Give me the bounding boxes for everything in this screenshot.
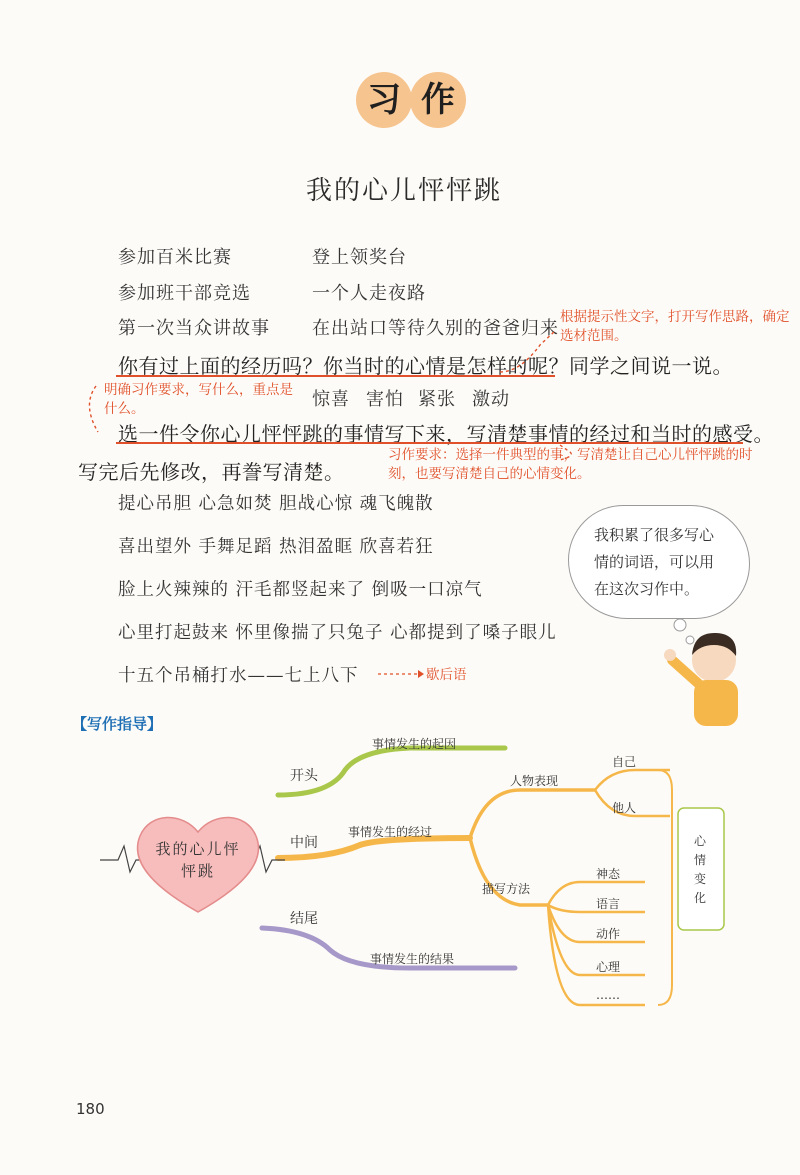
hint-right-arrow bbox=[500, 330, 556, 372]
mindmap-char-perf: 人物表现 bbox=[510, 774, 559, 788]
mindmap-end-desc: 事情发生的结果 bbox=[370, 952, 455, 966]
mindmap-end: 结尾 bbox=[290, 911, 318, 927]
vocab-row: 喜出望外 手舞足蹈 热泪盈眶 欣喜若狂 bbox=[118, 537, 434, 557]
revise-line: 写完后先修改，再誊写清楚。 bbox=[78, 460, 345, 484]
branch-perf bbox=[470, 790, 595, 838]
mindmap-method-item: 神态 bbox=[596, 867, 621, 881]
mindmap-methods: 描写方法 bbox=[482, 882, 531, 896]
hint-left-bracket bbox=[89, 386, 98, 432]
emotion-word: 惊喜 bbox=[312, 389, 350, 410]
xiehouyu-arrowhead bbox=[418, 670, 424, 678]
mindmap-center: 我的心儿怦怦跳 bbox=[155, 840, 241, 880]
vocab-row: 十五个吊桶打水——七上八下 bbox=[118, 666, 359, 686]
annotation-hint-right: 根据提示性文字，打开写作思路，确定选材范围。 bbox=[560, 309, 790, 344]
vocab-row: 提心吊胆 心急如焚 胆战心惊 魂飞魄散 bbox=[118, 494, 434, 514]
requirement-arrow bbox=[560, 445, 571, 460]
task-line: 选一件令你心儿怦怦跳的事情写下来，写清楚事情的经过和当时的感受。 bbox=[118, 422, 774, 446]
title-badge-zuo: 作 bbox=[410, 72, 466, 128]
mindmap-middle-desc: 事情发生的经过 bbox=[348, 825, 433, 839]
vocab-row: 心里打起鼓来 怀里像揣了只兔子 心都提到了嗓子眼儿 bbox=[118, 623, 557, 643]
pair-right-2: 一个人走夜路 bbox=[312, 283, 426, 304]
mood-bracket bbox=[658, 770, 672, 1005]
mindmap-method-item: …… bbox=[596, 988, 620, 1002]
mindmap-start-desc: 事情发生的起因 bbox=[372, 737, 457, 751]
boy-illustration bbox=[664, 633, 738, 726]
branch-self bbox=[595, 770, 670, 790]
pair-left-3: 第一次当众讲故事 bbox=[118, 318, 270, 339]
mindmap-method-item: 动作 bbox=[596, 927, 621, 941]
mindmap-method-item: 心理 bbox=[596, 960, 621, 974]
emotion-word: 害怕 bbox=[366, 389, 404, 410]
mindmap-others: 他人 bbox=[612, 801, 637, 815]
mindmap-mood-change: 心情变化 bbox=[694, 834, 707, 905]
page-title: 我的心儿怦怦跳 bbox=[306, 176, 503, 206]
annotation-xiehouyu: 歇后语 bbox=[426, 667, 467, 683]
emotion-word: 激动 bbox=[472, 389, 510, 410]
bubble-tail bbox=[686, 636, 694, 644]
mindmap-method-item: 语言 bbox=[596, 897, 621, 911]
vocab-row: 脸上火辣辣的 汗毛都竖起来了 倒吸一口凉气 bbox=[118, 580, 483, 600]
mindmap-start: 开头 bbox=[290, 768, 318, 784]
mindmap-self: 自己 bbox=[612, 755, 637, 769]
annotation-requirement: 习作要求：选择一件典型的事，写清楚让自己心儿怦怦跳的时刻，也要写清楚自己的心情变化。 bbox=[388, 447, 753, 482]
pair-right-1: 登上领奖台 bbox=[312, 247, 407, 268]
page-number: 180 bbox=[76, 1100, 105, 1118]
mindmap-middle: 中间 bbox=[290, 835, 318, 851]
pair-right-3: 在出站口等待久别的爸爸归来 bbox=[312, 318, 559, 339]
bubble-tail bbox=[674, 619, 686, 631]
speech-bubble-text: 我积累了很多写心情的词语，可以用在这次习作中。 bbox=[594, 526, 715, 598]
pair-left-1: 参加百米比赛 bbox=[118, 247, 232, 268]
title-badge-xi: 习 bbox=[356, 72, 412, 128]
annotation-hint-left: 明确习作要求，写什么，重点是什么。 bbox=[104, 382, 293, 417]
pair-left-2: 参加班干部竞选 bbox=[118, 283, 251, 304]
emotion-word: 紧张 bbox=[418, 389, 456, 410]
writing-guide-title: 【写作指导】 bbox=[72, 715, 163, 733]
question-line: 你有过上面的经历吗？你当时的心情是怎样的呢？同学之间说一说。 bbox=[118, 354, 733, 378]
